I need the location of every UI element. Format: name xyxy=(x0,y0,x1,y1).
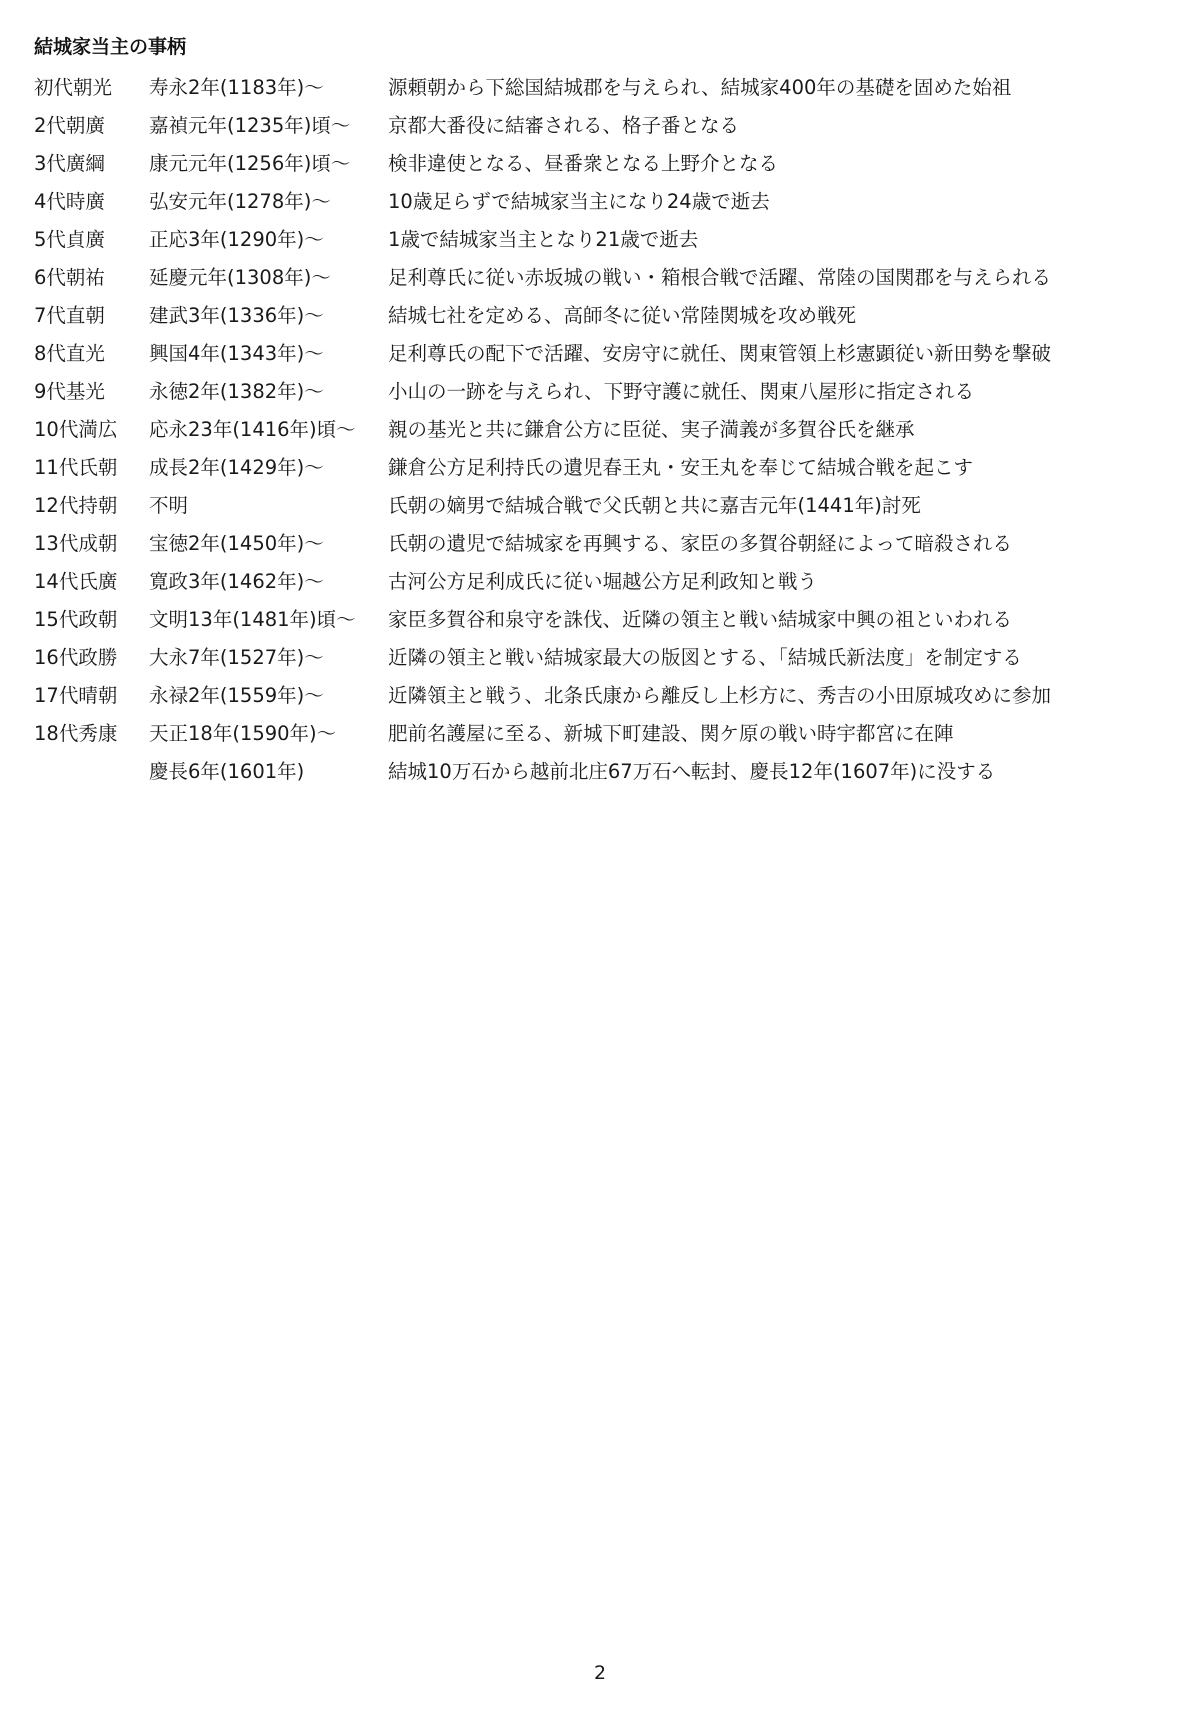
list-item xyxy=(34,601,1174,639)
event-text: 氏朝の遺児で結城家を再興する、家臣の多賀谷朝経によって暗殺される xyxy=(388,532,1013,555)
list-item xyxy=(34,221,1174,259)
reign-date: 天正18年(1590年)～ xyxy=(149,722,337,745)
lord-name: 2代朝廣 xyxy=(34,114,105,137)
lord-name: 14代氏廣 xyxy=(34,570,118,593)
lord-name: 6代朝祐 xyxy=(34,266,105,289)
event-text: 近隣の領主と戦い結城家最大の版図とする、「結城氏新法度」を制定する xyxy=(388,646,1022,669)
reign-date: 不明 xyxy=(149,494,189,517)
lord-name: 16代政勝 xyxy=(34,646,118,669)
event-text: 足利尊氏の配下で活躍、安房守に就任、関東管領上杉憲顕従い新田勢を撃破 xyxy=(388,342,1052,365)
list-item xyxy=(34,107,1174,145)
reign-date: 文明13年(1481年)頃～ xyxy=(149,608,356,631)
list-item xyxy=(34,525,1174,563)
lord-name: 3代廣綱 xyxy=(34,152,105,175)
list-item xyxy=(34,715,1174,753)
event-text: 近隣領主と戦う、北条氏康から離反し上杉方に、秀吉の小田原城攻めに参加 xyxy=(388,684,1052,707)
list-item xyxy=(34,69,1174,107)
event-text: 10歳足らずで結城家当主になり24歳で逝去 xyxy=(388,190,770,213)
reign-date: 建武3年(1336年)～ xyxy=(149,304,324,327)
lord-name: 12代持朝 xyxy=(34,494,118,517)
list-item xyxy=(34,639,1174,677)
event-text: 親の基光と共に鎌倉公方に臣従、実子満義が多賀谷氏を継承 xyxy=(388,418,915,441)
reign-date: 応永23年(1416年)頃～ xyxy=(149,418,356,441)
reign-date: 慶長6年(1601年) xyxy=(149,760,305,783)
list-item xyxy=(34,449,1174,487)
list-item xyxy=(34,753,1174,791)
lord-list xyxy=(34,69,1174,791)
list-item xyxy=(34,259,1174,297)
page-number: 2 xyxy=(593,1662,607,1684)
list-item xyxy=(34,335,1174,373)
reign-date: 正応3年(1290年)～ xyxy=(149,228,324,251)
event-text: 京都大番役に結審される、格子番となる xyxy=(388,114,740,137)
event-text: 氏朝の嫡男で結城合戦で父氏朝と共に嘉吉元年(1441年)討死 xyxy=(388,494,921,517)
lord-name: 11代氏朝 xyxy=(34,456,118,479)
reign-date: 興国4年(1343年)～ xyxy=(149,342,324,365)
event-text: 結城10万石から越前北庄67万石へ転封、慶長12年(1607年)に没する xyxy=(388,760,996,783)
event-text: 古河公方足利成氏に従い堀越公方足利政知と戦う xyxy=(388,570,818,593)
reign-date: 康元元年(1256年)頃～ xyxy=(149,152,351,175)
list-item xyxy=(34,373,1174,411)
event-text: 源頼朝から下総国結城郡を与えられ、結城家400年の基礎を固めた始祖 xyxy=(388,76,1012,99)
reign-date: 宝徳2年(1450年)～ xyxy=(149,532,324,555)
list-item xyxy=(34,487,1174,525)
reign-date: 寿永2年(1183年)～ xyxy=(149,76,324,99)
list-item xyxy=(34,677,1174,715)
event-text: 足利尊氏に従い赤坂城の戦い・箱根合戦で活躍、常陸の国関郡を与えられる xyxy=(388,266,1052,289)
lord-name: 18代秀康 xyxy=(34,722,118,745)
lord-name: 5代貞廣 xyxy=(34,228,105,251)
reign-date: 大永7年(1527年)～ xyxy=(149,646,324,669)
event-text: 検非違使となる、昼番衆となる上野介となる xyxy=(388,152,779,175)
list-item xyxy=(34,411,1174,449)
reign-date: 嘉禎元年(1235年)頃～ xyxy=(149,114,351,137)
lord-name: 4代時廣 xyxy=(34,190,105,213)
list-item xyxy=(34,563,1174,601)
event-text: 家臣多賀谷和泉守を誅伐、近隣の領主と戦い結城家中興の祖といわれる xyxy=(388,608,1013,631)
reign-date: 成長2年(1429年)～ xyxy=(149,456,324,479)
reign-date: 延慶元年(1308年)～ xyxy=(149,266,331,289)
lord-name: 17代晴朝 xyxy=(34,684,118,707)
event-text: 結城七社を定める、高師冬に従い常陸関城を攻め戦死 xyxy=(388,304,857,327)
lord-name: 13代成朝 xyxy=(34,532,118,555)
lord-name: 7代直朝 xyxy=(34,304,105,327)
list-item xyxy=(34,145,1174,183)
reign-date: 弘安元年(1278年)～ xyxy=(149,190,331,213)
list-item xyxy=(34,297,1174,335)
event-text: 1歳で結城家当主となり21歳で逝去 xyxy=(388,228,699,251)
lord-name: 初代朝光 xyxy=(34,76,113,99)
lord-name: 8代直光 xyxy=(34,342,105,365)
lord-name: 10代満広 xyxy=(34,418,118,441)
event-text: 小山の一跡を与えられ、下野守護に就任、関東八屋形に指定される xyxy=(388,380,975,403)
reign-date: 寛政3年(1462年)～ xyxy=(149,570,324,593)
list-item xyxy=(34,183,1174,221)
page-title: 結城家当主の事柄 xyxy=(34,36,187,58)
reign-date: 永禄2年(1559年)～ xyxy=(149,684,324,707)
event-text: 肥前名護屋に至る、新城下町建設、関ケ原の戦い時宇都宮に在陣 xyxy=(388,722,954,745)
lord-name: 15代政朝 xyxy=(34,608,118,631)
lord-name: 9代基光 xyxy=(34,380,105,403)
reign-date: 永徳2年(1382年)～ xyxy=(149,380,324,403)
event-text: 鎌倉公方足利持氏の遺児春王丸・安王丸を奉じて結城合戦を起こす xyxy=(388,456,974,479)
